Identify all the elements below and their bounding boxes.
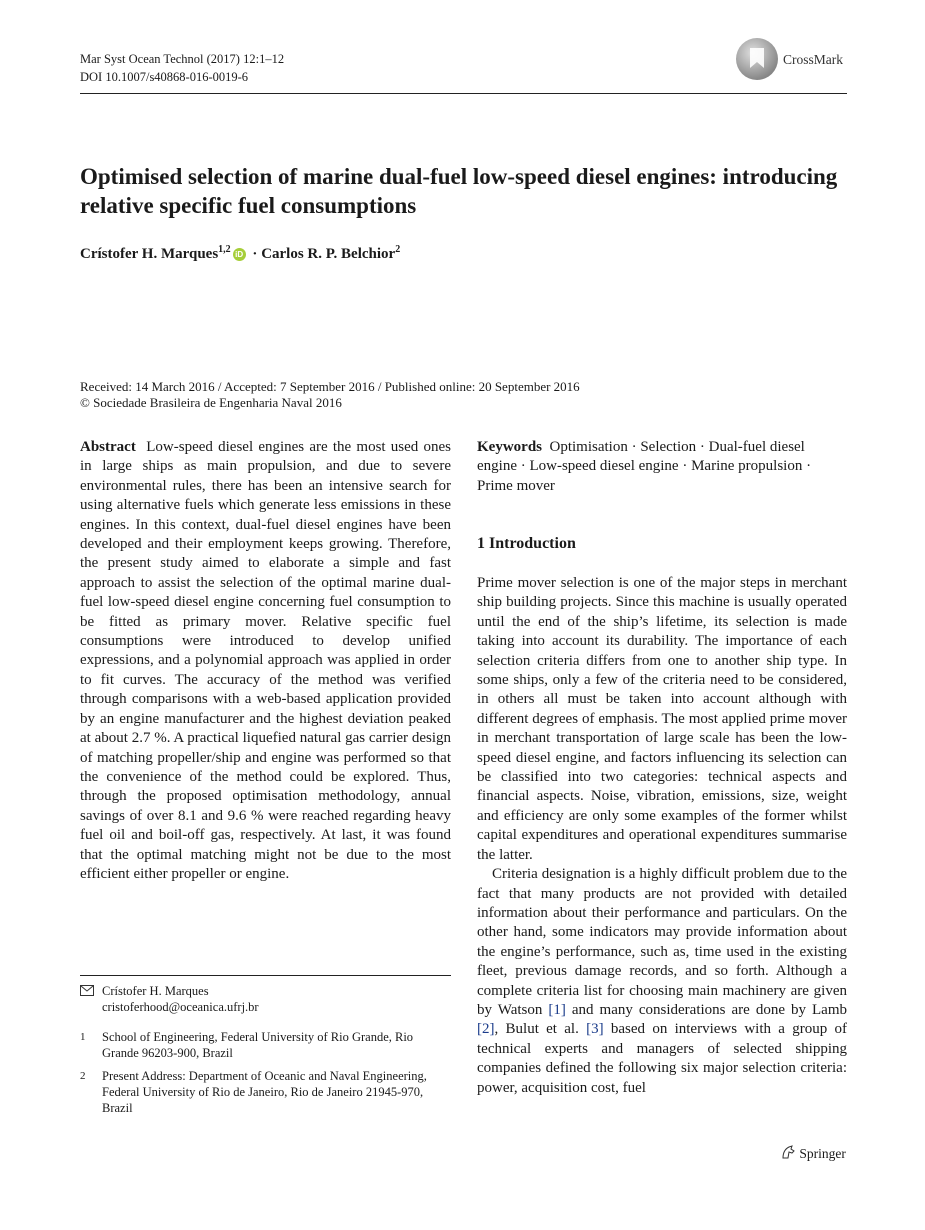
history-dates: Received: 14 March 2016 / Accepted: 7 September 2016 / Published online: 20 September 2016 (80, 379, 580, 394)
intro-paragraph-2 (477, 865, 847, 1098)
corresponding-name: Crístofer H. Marques (102, 984, 209, 998)
crossmark-icon (736, 38, 778, 80)
intro-paragraph-1: Prime mover selection is one of the major steps in merchant ship building projects. Since this machine is usually operated until the end of the ship’s lifetime, its selection is made taking into account its durability. The importance of each selection criteria differs from one to another ship type. In some ships, only a few of the criteria need to be considered, in others all must be taken into account although with different degrees of emphasis. The most applied prime mover in merchant transportation of large scale has been the low-speed diesel engine, and factors influencing its selection can be classified into two categories: technical aspects and financial aspects. Noise, vibration, emissions, size, weight and efficiency are only some examples of the former whilst capital expenditures and operational expenditures summarise the latter. (477, 575, 847, 863)
envelope-icon (80, 985, 94, 1001)
article-title: Optimised selection of marine dual-fuel low-speed diesel engines: introducing relative specific fuel consumptions (80, 164, 838, 218)
author-1[interactable]: Crístofer H. Marques (80, 246, 219, 262)
springer-logo (780, 1145, 846, 1162)
affiliation-1-mark: 1 (80, 1031, 86, 1043)
abstract (80, 438, 451, 884)
reference-link-3[interactable]: [3] (586, 1021, 604, 1038)
abstract-label: Abstract (80, 439, 136, 455)
affiliation-2-mark: 2 (80, 1070, 86, 1082)
abstract-text: Low-speed diesel engines are the most used ones in large ships as main propulsion, and due to severe environmental rules, there has been an intensive search for using alternative fuels which generate less emissions in these engines. In this context, dual-fuel diesel engines have been developed and their employment keeps growing. Therefore, the present study aimed to elaborate a simple and fast approach to assist the selection of the optimal marine dual-fuel low-speed diesel engine concerning fuel consumption to be fitted as primary mover. Relative specific fuel consumptions were introduced to develop unified expressions, and a polynomial approach was applied in order to fit curves. The accuracy of the method was verified through comparisons with a web-based application provided by an engine manufacturer and the highest deviation peaked at about 2.7 %. A practical liquefied natural gas carrier design of matching propeller/ship and engine was performed so that the convenience of the method could be explored. Thus, through the proposed optimisation methodology, annual savings of over 8.1 and 9.6 % were reached regarding heavy fuel oil and boil-off gas, respectively. At last, it was found that the optimal matching might not be due to the most efficient either propeller or engine. (80, 439, 452, 882)
journal-citation: Mar Syst Ocean Technol (2017) 12:1–12 (80, 52, 285, 66)
journal-header (80, 50, 284, 86)
keywords (477, 438, 847, 496)
author-separator: · (248, 246, 262, 262)
corresponding-email[interactable]: cristoferhood@oceanica.ufrj.br (102, 1000, 259, 1014)
reference-link-1[interactable]: [1] (548, 1001, 566, 1018)
orcid-icon[interactable]: iD (233, 248, 246, 261)
footnote-rule (80, 975, 451, 976)
springer-horse-icon (780, 1145, 796, 1160)
reference-link-2[interactable]: [2] (477, 1021, 495, 1038)
author-list (80, 244, 400, 263)
crossmark-badge[interactable] (736, 38, 851, 82)
author-2[interactable]: Carlos R. P. Belchior (261, 246, 396, 262)
author-1-affil: 1,2 (218, 244, 231, 255)
author-2-affil: 2 (395, 244, 401, 255)
section-heading-introduction: 1 Introduction (477, 535, 576, 552)
affiliation-1 (0, 1029, 460, 1065)
affiliation-2-text: Present Address: Department of Oceanic and Naval Engineering, Federal University of Rio de Janeiro, Rio de Janeiro 21945-970, Brazil (102, 1069, 427, 1115)
intro-p2-d: based on interviews with a group of technical experts and managers of selected shipping companies defined the following six major selection criteria: power, acquisition cost, fuel (477, 1021, 847, 1096)
intro-p2-c: , Bulut et al. (494, 1021, 587, 1038)
keywords-text: Optimisation · Selection · Dual-fuel diesel engine · Low-speed diesel engine · Marine propulsion · Prime mover (477, 439, 812, 494)
intro-p2-a: Criteria designation is a highly difficult problem due to the fact that many products are not provided with detailed information about their performance and particulars. On the other hand, some indicators may provide information about the engine’s performance, such as, time used in the existing fleet, previous damage records, and so forth. Although a complete criteria list for choosing main machinery are given by Watson (477, 866, 847, 1018)
affiliation-1-text: School of Engineering, Federal University of Rio Grande, Rio Grande 96203-900, Brazil (102, 1030, 414, 1060)
publisher-name: Springer (799, 1146, 846, 1161)
intro-p2-b: and many considerations are done by Lamb (565, 1001, 847, 1018)
keywords-label: Keywords (477, 439, 542, 455)
affiliation-2 (0, 1068, 460, 1120)
introduction-body (477, 574, 847, 1098)
header-rule (80, 93, 847, 94)
crossmark-label: CrossMark (783, 52, 843, 67)
doi[interactable]: DOI 10.1007/s40868-016-0019-6 (80, 70, 249, 84)
corresponding-author (0, 983, 460, 1023)
article-dates (80, 379, 580, 411)
copyright: © Sociedade Brasileira de Engenharia Naval 2016 (80, 395, 342, 410)
